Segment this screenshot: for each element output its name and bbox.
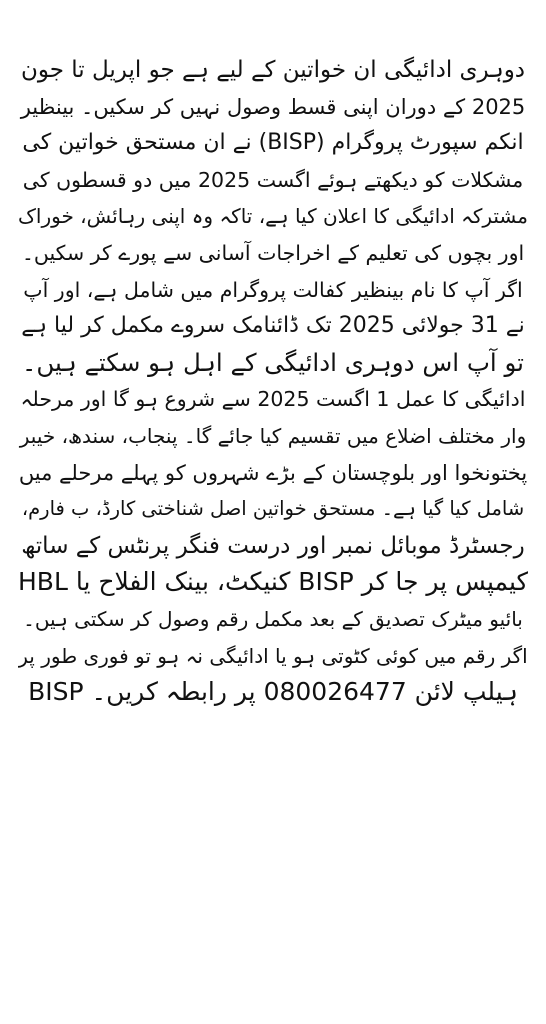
text-line: اگر آپ کا نام بینظیر کفالت پروگرام میں شامل ہے، اور آپ (23, 277, 523, 302)
text-line: BISP ہیلپ لائن 080026477 پر رابطہ کریں۔ (28, 677, 518, 707)
text-line: رجسٹرڈ موبائل نمبر اور درست فنگر پرنٹس کے ساتھ (21, 532, 525, 559)
text-line: بائیو میٹرک تصدیق کے بعد مکمل رقم وصول کر سکتی ہیں۔ (23, 606, 523, 631)
text-line: مشکلات کو دیکھتے ہوئے اگست 2025 میں دو قسطوں کی (22, 167, 524, 192)
text-line: ادائیگی کا عمل 1 اگست 2025 سے شروع ہو گا اور مرحلہ (20, 387, 526, 412)
text-line: دوہری ادائیگی ان خواتین کے لیے ہے جو اپریل تا جون (20, 57, 526, 83)
text-line: انکم سپورٹ پروگرام (BISP) نے ان مستحق خواتین کی (22, 130, 524, 156)
text-line: اگر رقم میں کوئی کٹوتی ہو یا ادائیگی نہ ہو تو فوری طور پر (18, 643, 528, 668)
text-line: نے 31 جولائی 2025 تک ڈائنامک سروے مکمل کر لیا ہے (21, 313, 525, 339)
text-line: پختونخوا اور بلوچستان کے بڑے شہروں کو پہلے مرحلے میں (18, 460, 528, 485)
text-line: اور بچوں کی تعلیم کے اخراجات آسانی سے پورے کر سکیں۔ (21, 240, 525, 265)
text-line: HBL کنیکٹ، بینک الفلاح یا BISP کیمپس پر جا کر (18, 567, 528, 597)
paragraph-double-payment (18, 52, 528, 381)
text-line: 2025 کے دوران اپنی قسط وصول نہیں کر سکیں۔ بینظیر (20, 94, 526, 119)
text-line: وار مختلف اضلاع میں تقسیم کیا جائے گا۔ پنجاب، سندھ، خیبر (19, 423, 527, 448)
paragraph-payment-process (18, 381, 528, 710)
text-line: تو آپ اس دوہری ادائیگی کے اہل ہو سکتے ہیں۔ (22, 347, 524, 377)
text-line: مشترکہ ادائیگی کا اعلان کیا ہے، تاکہ وہ اپنی رہائش، خوراک (18, 204, 528, 229)
text-line: شامل کیا گیا ہے۔ مستحق خواتین اصل شناختی کارڈ، ب فارم، (21, 497, 525, 521)
